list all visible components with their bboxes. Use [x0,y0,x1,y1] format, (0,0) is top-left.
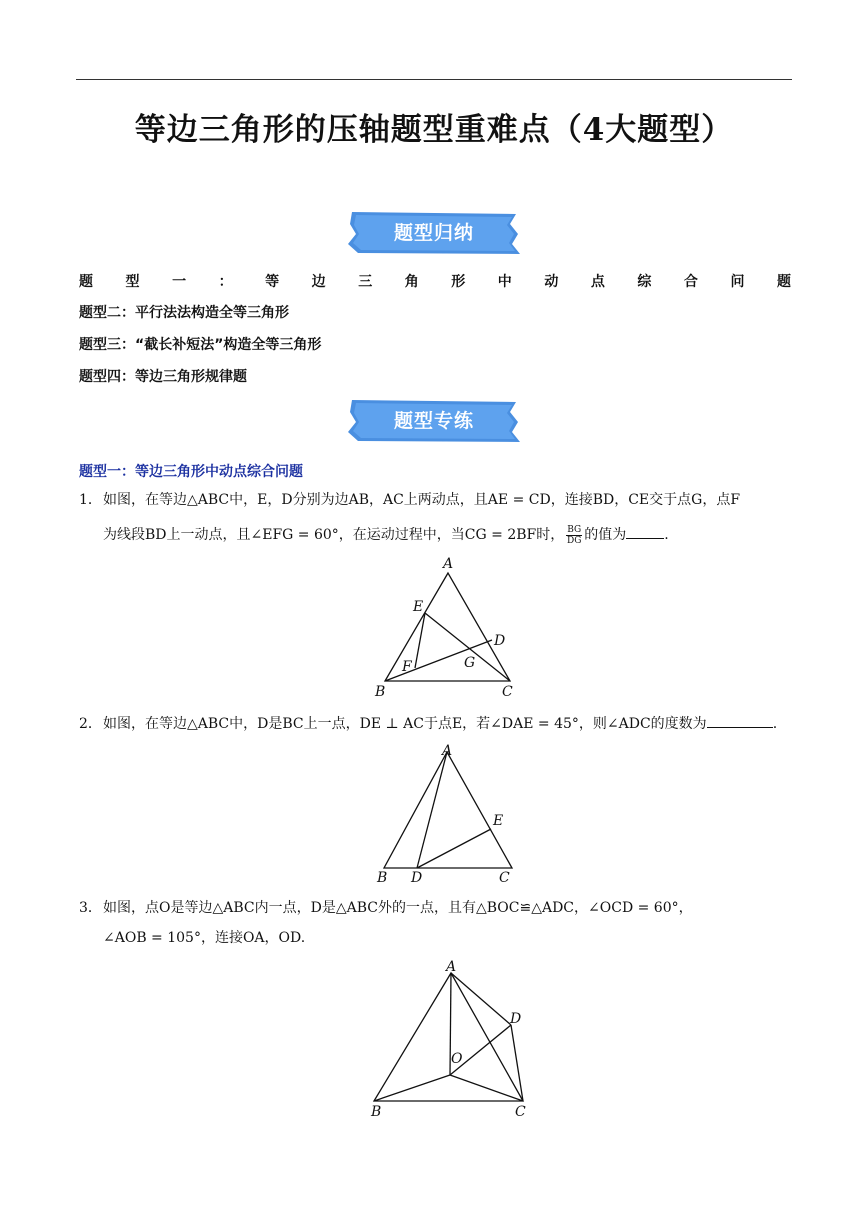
label-o: O [451,1051,463,1067]
question-text: 的值为 [584,527,627,543]
label-b: B [371,1104,382,1120]
figure-q2 [370,740,530,890]
label-a: A [446,959,457,975]
fraction-numerator: BG [567,524,582,535]
question-3-line2 [79,928,305,948]
char: 合 [683,274,698,290]
label-a: A [442,743,453,759]
label-c: C [499,870,510,886]
char: 中 [497,274,512,290]
segment-de [417,829,491,868]
question-number: 1． [79,492,102,508]
label-c: C [502,684,513,700]
char: 边 [311,274,326,290]
question-1-line2 [79,524,669,546]
period: . [664,527,669,543]
banner-practice [346,398,522,444]
segment-ad [417,752,447,868]
top-rule [76,79,792,80]
segment-od [450,1025,511,1075]
char: 综 [637,274,652,290]
char: 点 [590,274,605,290]
summary-type1 [79,271,791,291]
figure-q1 [370,553,530,703]
label-d: D [411,870,423,886]
fraction-denominator: DG [567,535,582,546]
segment-ad [451,973,511,1025]
question-text: 如图，点O是等边△ABC内一点，D是△ABC外的一点，且有△BOC≌△ADC，∠OCD = 60°， [103,900,693,916]
answer-blank[interactable] [626,524,664,539]
summary-type4: 题型四：等边三角形规律题 [79,369,247,385]
document-title: 等边三角形的压轴题型重难点（4大题型） [134,112,734,148]
label-c: C [515,1104,526,1120]
triangle-abc [374,973,523,1101]
char: 题 [79,274,93,290]
char: 形 [451,274,466,290]
question-text: 为线段BD上一动点，且∠EFG = 60°，在运动过程中，当CG = 2BF时， [103,527,565,543]
question-number: 3． [79,900,102,916]
question-text: ∠AOB = 105°，连接OA，OD. [103,930,306,946]
char: 题 [776,274,791,290]
label-a: A [443,556,454,572]
char: 一 [172,274,187,290]
segment-bo [374,1075,450,1101]
question-text: 如图，在等边△ABC中，E，D分别为边AB，AC上两动点，且AE = CD，连接BD，CE交于点G，点F [103,492,741,508]
question-3 [79,898,693,918]
fraction [566,525,582,546]
label-d: D [494,633,506,649]
question-number: 2． [79,716,102,732]
summary-type3: 题型三：“截长补短法”构造全等三角形 [79,337,322,353]
triangle-abc [384,752,512,868]
char: 角 [404,274,419,290]
banner-practice-text: 题型专练 [393,410,474,432]
char: 动 [544,274,559,290]
char: 三 [358,274,373,290]
banner-summary [346,210,522,256]
section-heading: 题型一：等边三角形中动点综合问题 [79,464,303,480]
char: 问 [730,274,745,290]
figure-q3 [360,953,540,1128]
question-1 [79,490,740,510]
question-2 [79,713,777,734]
answer-blank[interactable] [707,713,773,728]
label-d: D [510,1011,522,1027]
label-b: B [375,684,386,700]
question-text: 如图，在等边△ABC中，D是BC上一点，DE ⊥ AC于点E，若∠DAE = 45°，则∠ADC的度数为 [103,716,707,732]
banner-summary-text: 题型归纳 [393,222,474,244]
summary-type2: 题型二：平行法法构造全等三角形 [79,305,289,321]
label-e: E [413,599,424,615]
label-f: F [402,659,412,675]
char: ： [218,274,233,290]
label-e: E [493,813,504,829]
segment-oc [450,1075,523,1101]
label-g: G [464,655,476,671]
period: . [772,716,778,732]
label-b: B [377,870,388,886]
char: 型 [125,274,140,290]
char: 等 [265,274,280,290]
